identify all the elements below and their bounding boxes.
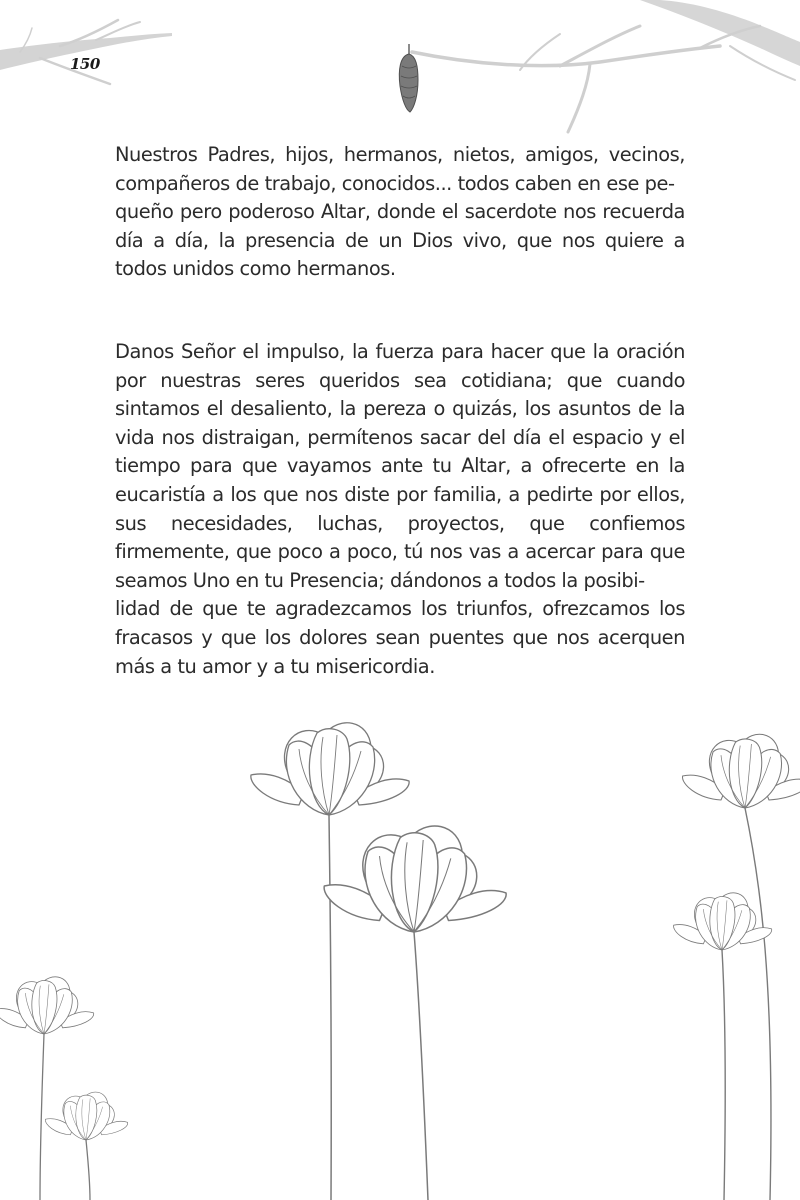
poppy-flower-icon [682,734,800,1200]
top-branches-illustration [0,0,800,150]
poppy-flower-icon [45,1092,127,1200]
page-number: 150 [70,55,100,73]
poppy-flower-icon [674,893,772,1200]
poppy-flower-icon [251,723,409,1200]
body-paragraph-1: Nuestros Padres, hijos, hermanos, nietos, amigos, vecinos, compañeros de trabajo, conocidos... todos caben en ese pe- queño pero poderoso Altar, donde el sacerdote nos recuerda día a día, la presencia de un Dios vivo, que nos quiere a todos unidos como hermanos. [115,143,685,281]
poppy-flower-icon [324,826,506,1200]
body-paragraph-2: Danos Señor el impulso, la fuerza para hacer que la oración por nuestras seres queridos sea cotidiana; que cuando sintamos el desaliento, la pereza o quizás, los asuntos de la vida nos distraigan, permítenos sacar del día el espacio y el tiempo para que vayamos ante tu Altar, a ofrecerte en la eucaristía a los que nos diste por familia, a pedirte por ellos, sus necesidades, luchas, proyectos, que confiemos firmemente, que poco a poco, tú nos vas a acercar para que seamos Uno en tu Presencia; dándonos a todos la posibi- lidad de que te agradezcamos los triunfos, ofrezcamos los fracasos y que los dolores sean puentes que nos acerquen más a tu amor y a tu misericordia. [115,340,685,678]
poppy-flower-icon [0,977,94,1200]
branch-left-icon [0,20,172,84]
branch-right-icon [412,0,800,132]
